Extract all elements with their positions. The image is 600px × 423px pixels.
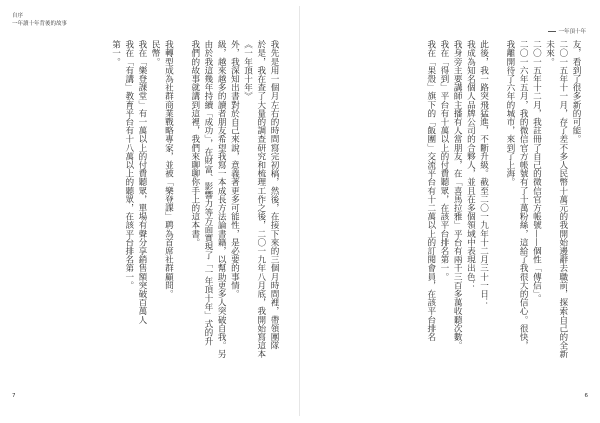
paragraph: 於是，我在查了大量的調查研究和梳理工作之後，二〇一九年八月底，我開始寫這本: [255, 40, 266, 359]
blank-line: [490, 40, 503, 392]
running-head-title: 一年讀十年背後的故事: [12, 21, 68, 27]
running-head-chapter: 自序: [12, 13, 24, 19]
paragraph: 我先是用一個月左右的時間寫完初稿，然後，在接下來的三個月時間裡，帶領團隊: [269, 40, 279, 350]
chapter-mark-label: 一年頂十年: [558, 29, 586, 35]
paragraph: 《一年頂十年》: [242, 40, 253, 101]
paragraph: 二〇一六年五月，我的微信官方帳號有了十萬粉絲，這給了我很大的信心。很快，: [518, 40, 529, 350]
paragraph: 民幣。: [150, 40, 161, 66]
paragraph: 我在「樂登課堂」有一萬以上的付費聽眾，單場有聲分享銷售額突破百萬人: [136, 40, 147, 324]
paragraph: 我們的故事就講到這裡，我們來聊聊你手上的這本書。: [189, 40, 200, 247]
paragraph: 第一。: [110, 40, 121, 66]
paragraph: 友，看到了很多新的可能。: [571, 40, 581, 144]
left-page: [0, 0, 299, 423]
paragraph: 我身旁主要講師主播有人當朋友，在「喜馬拉雅」平台有兩千三百多萬收聽次數。: [452, 40, 463, 350]
left-body-text: [18, 40, 280, 392]
paragraph: 由於我這幾年持續「成功」，在財富、影響力等方面實現了「一年頂十年」式的升: [202, 40, 213, 346]
paragraph: 外，我深知出書對於自己來說，意義著更多可能性，是必要的事情。: [229, 40, 240, 298]
chapter-mark: [548, 27, 586, 35]
running-head: [12, 12, 67, 28]
right-body-text: [320, 40, 582, 392]
paragraph: 我在「有講」教育平台有十八萬以上的聽眾，在該平台排名第一。: [123, 40, 134, 290]
page-number: 7: [12, 393, 16, 399]
paragraph: 二〇一五年十二月，我註冊了自己的微信官方帳號——個性「傳信」。: [531, 40, 542, 303]
paragraph: 我在「果殼」旗下的「飯團」交流平台有十二萬以上的訂閱會員，在該平台排名: [425, 40, 436, 341]
paragraph: 此後，我一路突飛猛進，不斷升級。截至二〇一九年十二月三十一日：: [478, 40, 489, 307]
paragraph: 我在「得到」平台有十萬以上的付費聽眾，在該平台排名第一。: [438, 40, 449, 281]
paragraph: 我成為知名個人品牌公司的合夥人，並且在多個領域中表現出色：: [465, 40, 476, 290]
paragraph: 級，越來越多的讀者朋友希望我寫一本成長方法論書籍，以幫助更多人突破自我。另: [216, 40, 227, 359]
paragraph: 我轉型成為社群商業戰略專家，並被「樂登課」聘為首席社群顧問。: [163, 40, 174, 298]
paragraph: 未來。: [544, 40, 555, 66]
right-page: [300, 0, 600, 423]
paragraph: 我離開待了六年的城市，來到了上海。: [504, 40, 515, 187]
dash-icon: [548, 31, 556, 32]
blank-line: [174, 40, 187, 392]
paragraph: 二〇一五年十一月，存了差不多人民幣十萬元的我開始邊辭去職前，探索自己的全新: [557, 40, 568, 359]
page-number: 6: [584, 393, 588, 399]
